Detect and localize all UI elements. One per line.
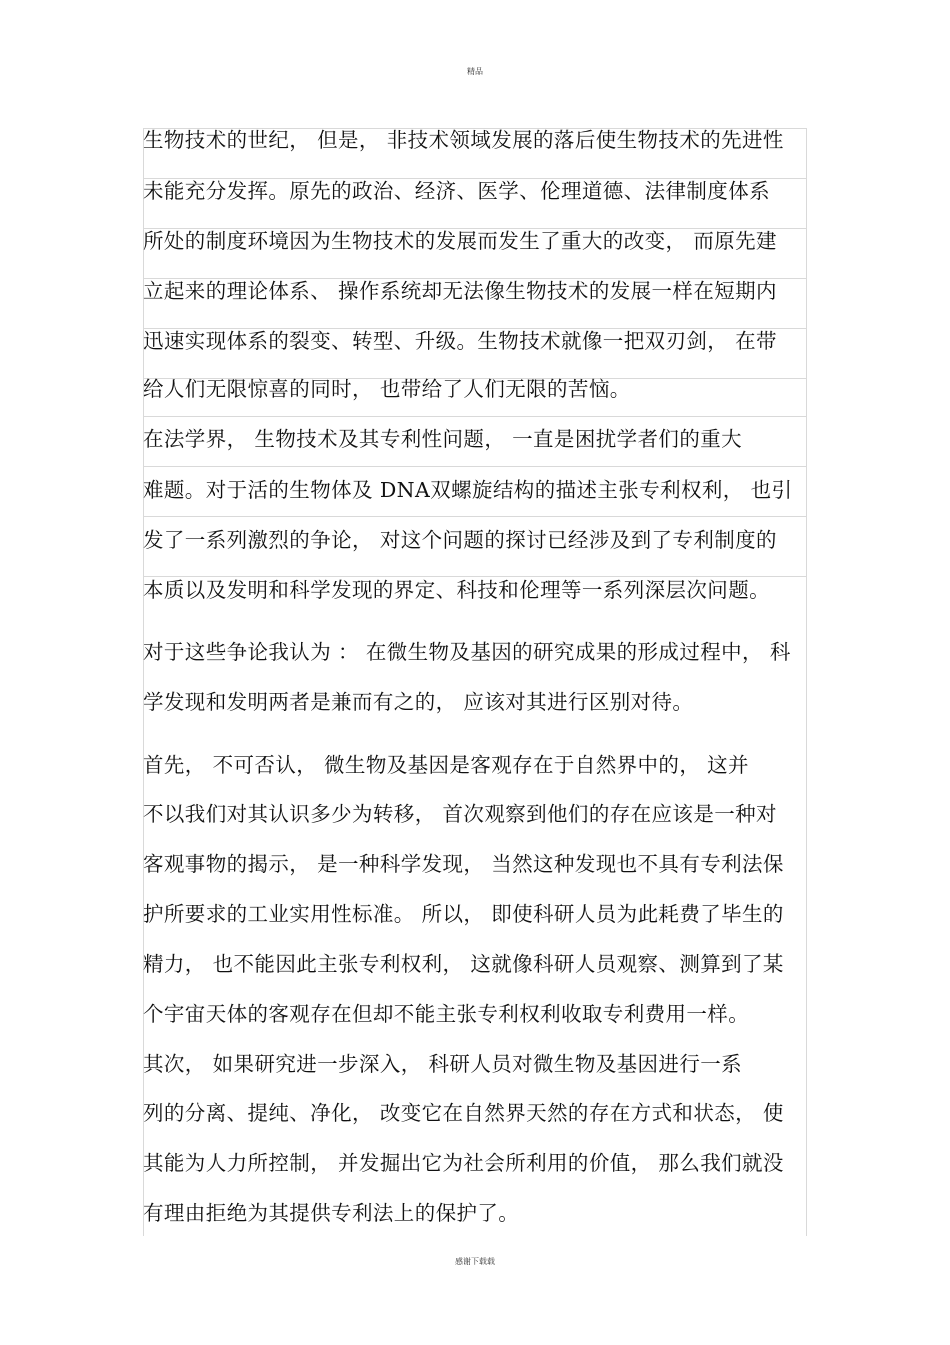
page-footer: 感谢下载载 [455, 1257, 495, 1266]
rule-line-vertical [806, 128, 807, 1236]
text-line: 发了一系列激烈的争论， 对这个问题的探讨已经涉及到了专利制度的 [143, 528, 777, 552]
text-line: 所处的制度环境因为生物技术的发展而发生了重大的改变， 而原先建 [143, 229, 777, 253]
text-line: 其能为人力所控制， 并发掘出它为社会所利用的价值， 那么我们就没 [143, 1151, 784, 1175]
rule-line [143, 516, 807, 517]
text-line: 在法学界， 生物技术及其专利性问题， 一直是困扰学者们的重大 [143, 427, 743, 451]
rule-line [143, 576, 807, 577]
text-line: 精力， 也不能因此主张专利权利， 这就像科研人员观察、测算到了某 [143, 952, 784, 976]
text-line: 本质以及发明和科学发现的界定、科技和伦理等一系列深层次问题。 [143, 578, 770, 602]
text-line: 首先， 不可否认， 微生物及基因是客观存在于自然界中的， 这并 [143, 753, 749, 777]
page-header: 精品 [467, 67, 483, 76]
text-line: 列的分离、提纯、净化， 改变它在自然界天然的存在方式和状态， 使 [143, 1101, 784, 1125]
rule-line [143, 416, 807, 417]
text-line: 客观事物的揭示， 是一种科学发现， 当然这种发现也不具有专利法保 [143, 852, 784, 876]
text-line: 个宇宙天体的客观存在但却不能主张专利权利收取专利费用一样。 [143, 1002, 750, 1026]
text-line: 护所要求的工业实用性标准。 所以， 即使科研人员为此耗费了毕生的 [143, 902, 784, 926]
text-line: 给人们无限惊喜的同时， 也带给了人们无限的苦恼。 [143, 377, 631, 401]
text-line: 其次， 如果研究进一步深入， 科研人员对微生物及基因进行一系 [143, 1052, 743, 1076]
text-line: 立起来的理论体系、 操作系统却无法像生物技术的发展一样在短期内 [143, 279, 777, 303]
text-line: 学发现和发明两者是兼而有之的， 应该对其进行区别对待。 [143, 690, 694, 714]
text-line: 有理由拒绝为其提供专利法上的保护了。 [143, 1201, 520, 1225]
text-line: 未能充分发挥。原先的政治、经济、医学、伦理道德、法律制度体系 [143, 179, 770, 203]
text-line: 对于这些争论我认为 ： 在微生物及基因的研究成果的形成过程中， 科 [143, 640, 791, 664]
text-line: 难题。对于活的生物体及 DNA双螺旋结构的描述主张专利权利， 也引 [143, 478, 793, 502]
text-line: 迅速实现体系的裂变、转型、升级。生物技术就像一把双刃剑， 在带 [143, 329, 777, 353]
text-line: 不以我们对其认识多少为转移， 首次观察到他们的存在应该是一种对 [143, 802, 777, 826]
rule-line [143, 466, 807, 467]
text-line: 生物技术的世纪， 但是， 非技术领域发展的落后使生物技术的先进性 [143, 128, 784, 152]
